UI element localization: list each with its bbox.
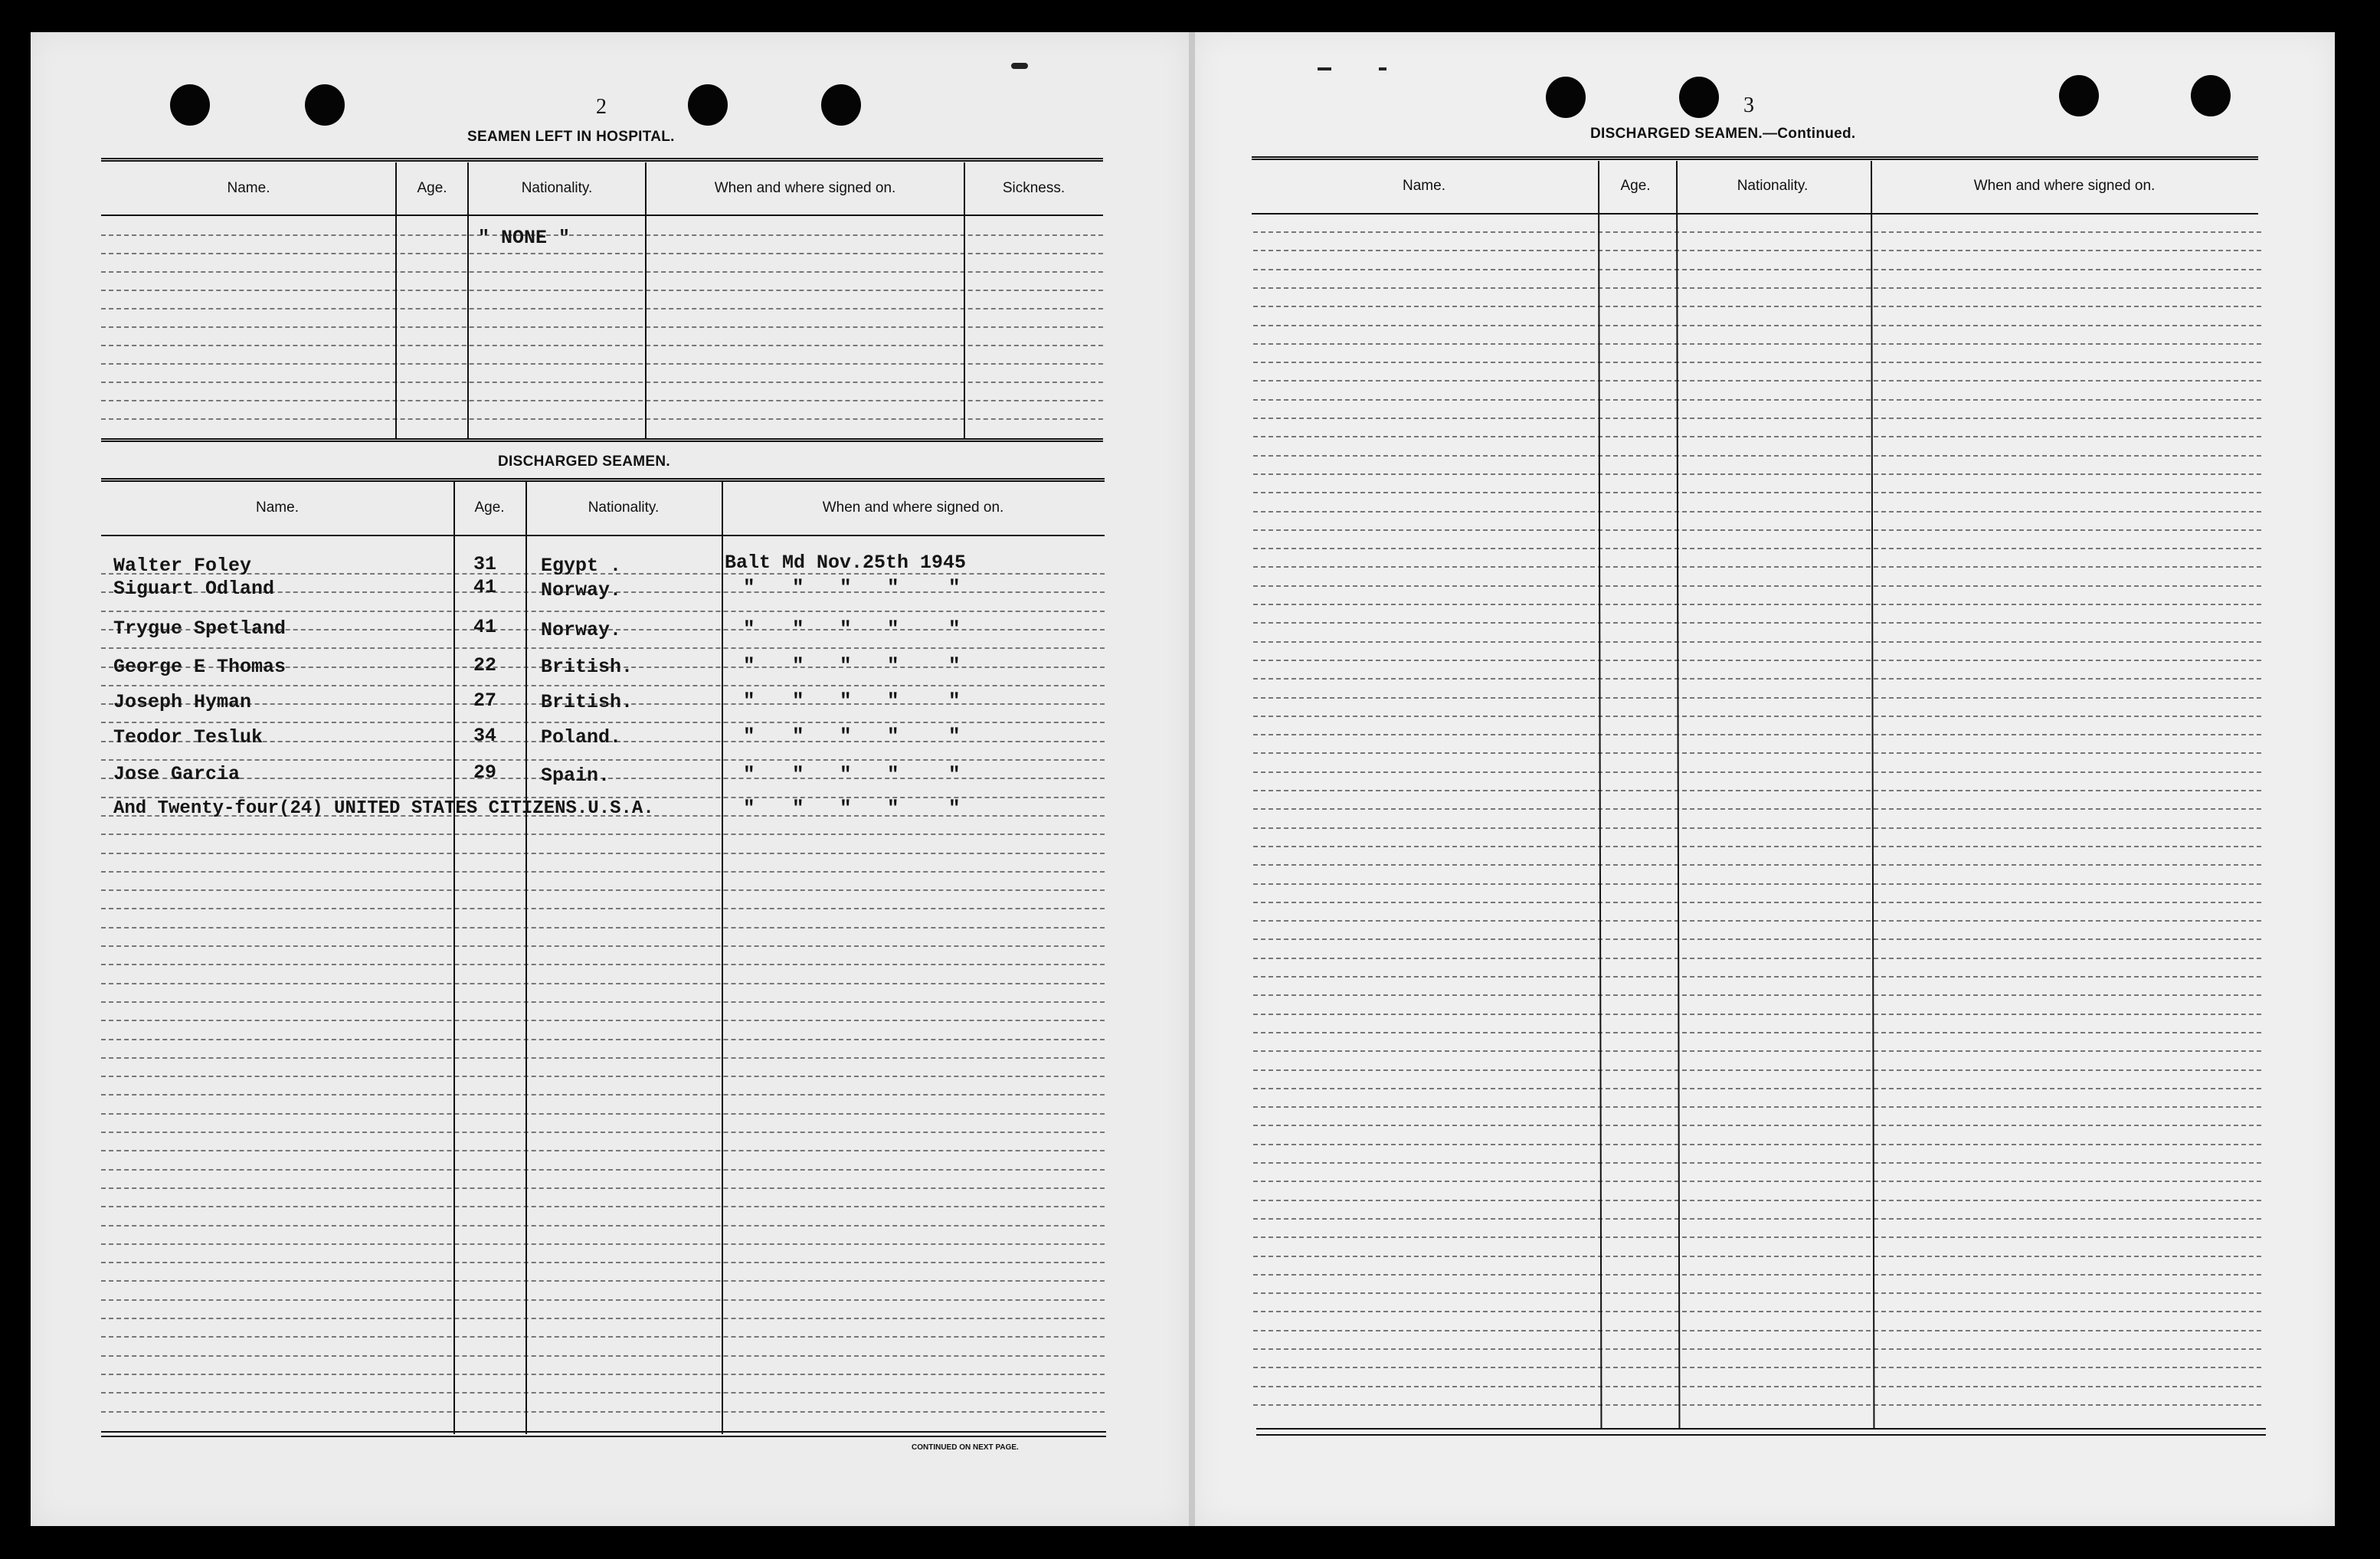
col-divider [645, 162, 647, 438]
hospital-section-title: SEAMEN LEFT IN HOSPITAL. [467, 129, 675, 145]
ditto-mark: " [840, 797, 852, 820]
table-top-rule [101, 158, 1103, 162]
header-rule [101, 535, 1105, 536]
entry-line [1253, 938, 2261, 940]
ditto-mark: " [840, 617, 852, 640]
entry-line [101, 400, 1103, 401]
entry-line [101, 983, 1105, 984]
seaman-name: George E Thomas [113, 656, 286, 678]
ditto-mark: " [840, 725, 852, 748]
col-divider [722, 481, 723, 1434]
continued-footer: CONTINUED ON NEXT PAGE. [912, 1443, 1019, 1452]
ditto-mark: " [743, 654, 755, 677]
entry-line [1253, 399, 2261, 401]
entry-line [1253, 511, 2261, 513]
entry-line [1253, 325, 2261, 326]
seaman-nationality: Norway. [541, 579, 622, 601]
entry-line [101, 1001, 1105, 1003]
entry-line [101, 1411, 1105, 1413]
ditto-mark: " [743, 576, 755, 599]
ditto-mark: " [948, 797, 961, 820]
entry-line [1253, 418, 2261, 419]
entry-line [101, 308, 1103, 310]
entry-line [1253, 231, 2261, 233]
ink-speck [1379, 67, 1386, 70]
entry-line [101, 1150, 1105, 1151]
entry-line [1253, 660, 2261, 661]
entry-line [101, 1243, 1105, 1245]
seaman-age: 41 [473, 616, 497, 638]
ditto-mark: " [743, 763, 755, 786]
ditto-mark: " [792, 654, 804, 677]
entry-line [101, 1094, 1105, 1096]
col-header-name: Name. [256, 499, 299, 516]
ditto-mark: " [792, 725, 804, 748]
header-rule [101, 215, 1103, 216]
entry-line [1253, 734, 2261, 735]
punch-hole [2059, 75, 2099, 116]
ditto-mark: " [948, 617, 961, 640]
entry-line [1253, 455, 2261, 457]
entry-line [1253, 380, 2261, 382]
punch-hole [1546, 77, 1586, 118]
entry-line [101, 1020, 1105, 1021]
punch-hole [305, 84, 345, 126]
ditto-mark: " [840, 763, 852, 786]
entry-line [101, 363, 1103, 365]
right-page [1195, 32, 2335, 1526]
punch-hole [821, 84, 861, 126]
entry-line [101, 853, 1105, 854]
entry-line [101, 271, 1103, 273]
entry-line [1253, 1162, 2261, 1164]
entry-line [101, 1374, 1105, 1375]
entry-line [1253, 902, 2261, 903]
ditto-mark: " [948, 725, 961, 748]
punch-hole [1679, 77, 1719, 118]
entry-line [1253, 1330, 2261, 1331]
punch-hole [170, 84, 210, 126]
entry-line [101, 290, 1103, 291]
col-divider [453, 481, 455, 1434]
hospital-entry-none: " NONE " [478, 227, 571, 249]
ditto-mark: " [743, 689, 755, 712]
ditto-mark: " [887, 576, 899, 599]
col-divider [525, 481, 527, 1434]
entry-line [1253, 846, 2261, 847]
entry-line [101, 253, 1103, 254]
seaman-name: Siguart Odland [113, 578, 275, 600]
entry-line [101, 418, 1103, 420]
entry-line [1253, 1218, 2261, 1220]
ditto-mark: " [948, 576, 961, 599]
ditto-mark: " [887, 763, 899, 786]
col-header-signed-on: When and where signed on. [1973, 178, 2156, 194]
seaman-nationality: British. [541, 691, 633, 713]
entry-line [1253, 362, 2261, 363]
punch-hole [2191, 75, 2231, 116]
col-header-age: Age. [417, 180, 447, 196]
entry-line [1253, 269, 2261, 270]
entry-line [101, 1262, 1105, 1263]
entry-line [101, 1336, 1105, 1338]
entry-line [101, 1039, 1105, 1040]
discharged-continued-title: DISCHARGED SEAMEN.—Continued. [1590, 126, 1856, 142]
discharged-summary: And Twenty-four(24) UNITED STATES CITIZENS.U.S.A. [113, 798, 654, 819]
entry-line [101, 1057, 1105, 1059]
entry-line [101, 1392, 1105, 1394]
entry-line [1253, 1311, 2261, 1312]
col-header-name: Name. [1403, 178, 1445, 194]
entry-line [1253, 1386, 2261, 1387]
entry-line [1253, 1181, 2261, 1182]
col-divider [467, 162, 469, 438]
ditto-mark: " [792, 576, 804, 599]
seaman-nationality: British. [541, 656, 633, 678]
entry-line [101, 1355, 1105, 1357]
entry-line [101, 685, 1105, 686]
entry-line [1253, 529, 2261, 531]
entry-line [1253, 1292, 2261, 1294]
entry-line [1253, 1088, 2261, 1089]
ink-speck [1011, 63, 1028, 69]
page-number: 2 [596, 95, 607, 119]
discharged-section-title: DISCHARGED SEAMEN. [498, 454, 670, 470]
entry-line [101, 1225, 1105, 1227]
entry-line [101, 834, 1105, 835]
col-header-age: Age. [1620, 178, 1651, 194]
entry-line [1253, 566, 2261, 568]
entry-line [1253, 604, 2261, 605]
col-header-nationality: Nationality. [521, 180, 593, 196]
seaman-name: Trygue Spetland [113, 617, 286, 640]
ink-speck [1318, 67, 1331, 70]
entry-line [1253, 920, 2261, 922]
entry-line [1253, 287, 2261, 289]
entry-line [1253, 1236, 2261, 1238]
entry-line [101, 759, 1105, 761]
seaman-nationality: Spain. [541, 765, 611, 787]
table-top-rule [1252, 156, 2258, 160]
entry-line [1253, 306, 2261, 307]
entry-line [1253, 1125, 2261, 1126]
seaman-name: Walter Foley [113, 555, 252, 577]
col-header-nationality: Nationality. [1737, 178, 1809, 194]
entry-line [1253, 1200, 2261, 1201]
entry-line [1253, 1106, 2261, 1108]
ditto-mark: " [887, 725, 899, 748]
entry-line [1253, 752, 2261, 754]
entry-line [101, 1318, 1105, 1319]
entry-line [1253, 1014, 2261, 1015]
entry-line [101, 889, 1105, 891]
page-number: 3 [1743, 93, 1754, 117]
ditto-mark: " [948, 654, 961, 677]
entry-line [1253, 641, 2261, 643]
entry-line [101, 871, 1105, 873]
col-header-signed-on: When and where signed on. [714, 180, 896, 196]
entry-line [1253, 1348, 2261, 1350]
entry-line [101, 1299, 1105, 1301]
entry-line [1253, 473, 2261, 475]
entry-line [101, 611, 1105, 612]
entry-line [1253, 976, 2261, 978]
entry-line [101, 964, 1105, 965]
ditto-mark: " [887, 797, 899, 820]
entry-line [1253, 343, 2261, 345]
col-header-name: Name. [227, 180, 270, 196]
ditto-mark: " [792, 797, 804, 820]
ditto-mark: " [792, 689, 804, 712]
ditto-mark: " [887, 689, 899, 712]
seaman-age: 29 [473, 761, 497, 784]
entry-line [1253, 790, 2261, 791]
entry-line [1253, 436, 2261, 437]
entry-line [1253, 1404, 2261, 1406]
col-header-nationality: Nationality. [588, 499, 660, 516]
entry-line [101, 1187, 1105, 1189]
entry-line [1253, 771, 2261, 773]
seaman-nationality: Norway. [541, 619, 622, 641]
col-header-signed-on: When and where signed on. [822, 499, 1004, 516]
entry-line [101, 647, 1105, 649]
entry-line [101, 345, 1103, 346]
ditto-mark: " [948, 763, 961, 786]
seaman-name: Teodor Tesluk [113, 726, 264, 748]
entry-line [101, 1206, 1105, 1207]
entry-line [101, 234, 1103, 236]
entry-line [1253, 697, 2261, 699]
entry-line [101, 1113, 1105, 1115]
ditto-mark: " [840, 654, 852, 677]
entry-line [101, 945, 1105, 947]
entry-line [1253, 827, 2261, 829]
ditto-mark: " [743, 725, 755, 748]
ditto-mark: " [887, 654, 899, 677]
entry-line [1253, 1367, 2261, 1368]
seaman-signed-on: Balt Md Nov.25th 1945 [725, 552, 967, 574]
seaman-age: 27 [473, 689, 497, 712]
entry-line [1253, 1256, 2261, 1257]
entry-line [1253, 1050, 2261, 1052]
table-bottom-rule [101, 1436, 1106, 1437]
entry-line [101, 1169, 1105, 1171]
entry-line [1253, 492, 2261, 493]
entry-line [101, 382, 1103, 383]
entry-line [1253, 994, 2261, 996]
entry-line [1253, 1069, 2261, 1071]
entry-line [1253, 1274, 2261, 1276]
entry-line [1253, 622, 2261, 624]
entry-line [1253, 808, 2261, 810]
col-header-sickness: Sickness. [1002, 180, 1066, 196]
ditto-mark: " [792, 617, 804, 640]
entry-line [1253, 585, 2261, 587]
table-top-rule [101, 478, 1105, 482]
ditto-mark: " [792, 763, 804, 786]
header-rule [1252, 213, 2258, 215]
entry-line [101, 326, 1103, 328]
entry-line [101, 927, 1105, 929]
punch-hole [688, 84, 728, 126]
seaman-age: 31 [473, 553, 497, 575]
entry-line [1253, 678, 2261, 680]
table-bottom-rule [101, 438, 1103, 442]
entry-line [1253, 716, 2261, 717]
entry-line [101, 1132, 1105, 1133]
ditto-mark: " [743, 617, 755, 640]
entry-line [101, 1280, 1105, 1282]
seaman-name: Jose Garcia [113, 763, 241, 785]
seaman-nationality: Poland. [541, 726, 622, 748]
ditto-mark: " [948, 689, 961, 712]
ditto-mark: " [887, 617, 899, 640]
entry-line [1253, 548, 2261, 549]
entry-line [1253, 1032, 2261, 1033]
entry-line [1253, 958, 2261, 959]
entry-line [101, 722, 1105, 723]
col-divider [964, 162, 965, 438]
ditto-mark: " [840, 689, 852, 712]
entry-line [101, 908, 1105, 909]
entry-line [1253, 883, 2261, 885]
entry-line [1253, 250, 2261, 251]
seaman-name: Joseph Hyman [113, 691, 252, 713]
entry-line [1253, 864, 2261, 866]
table-bottom-rule [1256, 1428, 2266, 1430]
table-bottom-rule [101, 1431, 1106, 1433]
entry-line [101, 1076, 1105, 1077]
entry-line [1253, 1144, 2261, 1145]
seaman-age: 41 [473, 576, 497, 598]
ditto-mark: " [840, 576, 852, 599]
ditto-mark: " [743, 797, 755, 820]
seaman-age: 34 [473, 725, 497, 747]
table-bottom-rule [1256, 1434, 2266, 1436]
col-divider [395, 162, 397, 438]
col-header-age: Age. [474, 499, 505, 516]
page-gutter [1189, 32, 1195, 1526]
seaman-nationality: Egypt . [541, 555, 622, 577]
seaman-age: 22 [473, 654, 497, 676]
